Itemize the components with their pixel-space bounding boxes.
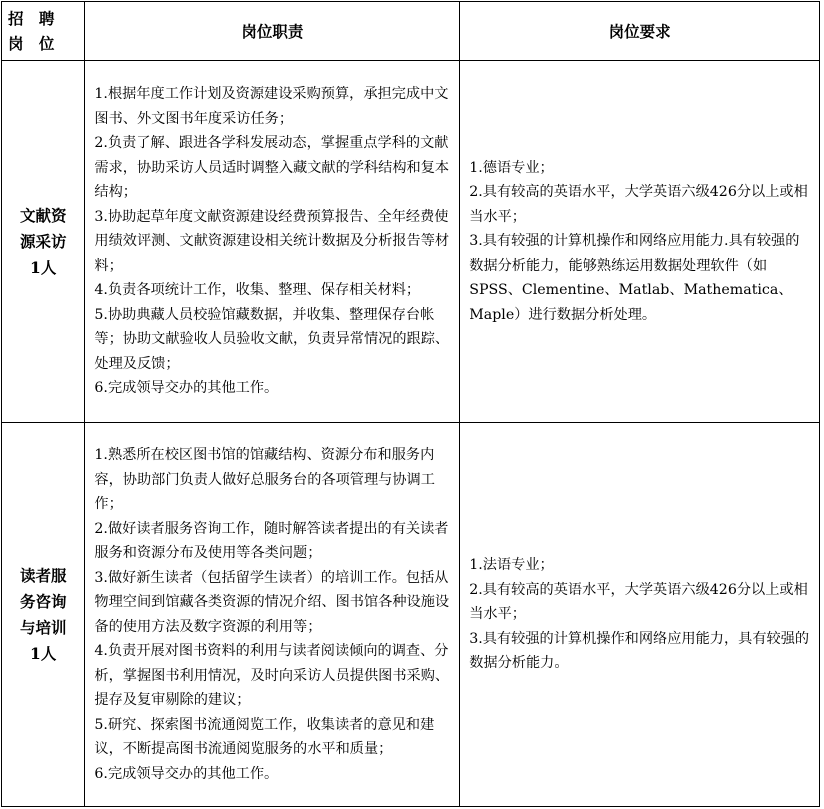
position-title: 文献资 源采访 1人 [19,205,67,277]
duty-item: 6.完成领导交办的其他工作。 [94,765,279,782]
duty-item: 6.完成领导交办的其他工作。 [94,380,279,397]
table-row [2,61,820,423]
duty-item: 1.熟悉所在校区图书馆的馆藏结构、资源分布和服务内容，协助部门负责人做好总服务台的各项管理与协调工作； [94,447,435,512]
requirement-item: 1.法语专业； [469,557,554,574]
duties-cell [85,61,460,423]
requirements-cell [460,61,820,423]
position-title: 读者服 务咨询 与培训 1人 [19,565,67,663]
table-row [2,423,820,807]
requirement-item: 2.具有较高的英语水平，大学英语六级426分以上或相当水平； [469,581,808,623]
duty-item: 4.负责各项统计工作，收集、整理、保存相关材料； [94,282,421,299]
requirement-item: 1.德语专业； [469,159,554,176]
duty-item: 1.根据年度工作计划及资源建设采购预算，承担完成中文图书、外文图书年度采访任务； [94,86,449,127]
duties-cell [85,423,460,807]
position-cell [2,61,85,423]
requirement-item: 2.具有较高的英语水平，大学英语六级426分以上或相当水平； [469,184,808,225]
header-requirements: 岗位要求 [460,2,820,61]
duty-item: 3.协助起草年度文献资源建设经费预算报告、全年经费使用绩效评测、文献资源建设相关统计数据及分析报告等材料； [94,208,450,274]
recruitment-table [1,1,820,807]
header-position: 招 聘 岗 位 [2,2,85,61]
duty-item: 4.负责开展对图书资料的利用与读者阅读倾向的调查、分析，掌握图书利用情况，及时向采访人员提供图书采购、提存及复审剔除的建议； [94,643,450,708]
requirements-cell [460,423,820,807]
duty-item: 3.做好新生读者（包括留学生读者）的培训工作。包括从物理空间到馆藏各类资源的情况介绍、图书馆各种设施设备的使用方法及数字资源的利用等； [94,569,450,635]
requirement-item: 3.具有较强的计算机操作和网络应用能力.具有较强的数据分析能力，能够熟练运用数据处理软件（如SPSS、Clementine、Matlab、Mathematica、Maple）进行数据分析处理。 [469,233,800,323]
position-cell [2,423,85,807]
duty-item: 2.做好读者服务咨询工作，随时解答读者提出的有关读者服务和资源分布及使用等各类问题； [94,520,449,561]
duty-item: 5.协助典藏人员校验馆藏数据，并收集、整理保存台帐等；协助文献验收人员验收文献，负责异常情况的跟踪、处理及反馈； [94,306,450,372]
duty-item: 5.研究、探索图书流通阅览工作，收集读者的意见和建议，不断提高图书流通阅览服务的水平和质量； [94,716,435,757]
header-duties: 岗位职责 [85,2,460,61]
duty-item: 2.负责了解、跟进各学科发展动态，掌握重点学科的文献需求，协助采访人员适时调整入藏文献的学科结构和复本结构； [94,135,450,201]
requirement-item: 3.具有较强的计算机操作和网络应用能力，具有较强的数据分析能力。 [469,630,810,672]
header-row [2,2,820,61]
